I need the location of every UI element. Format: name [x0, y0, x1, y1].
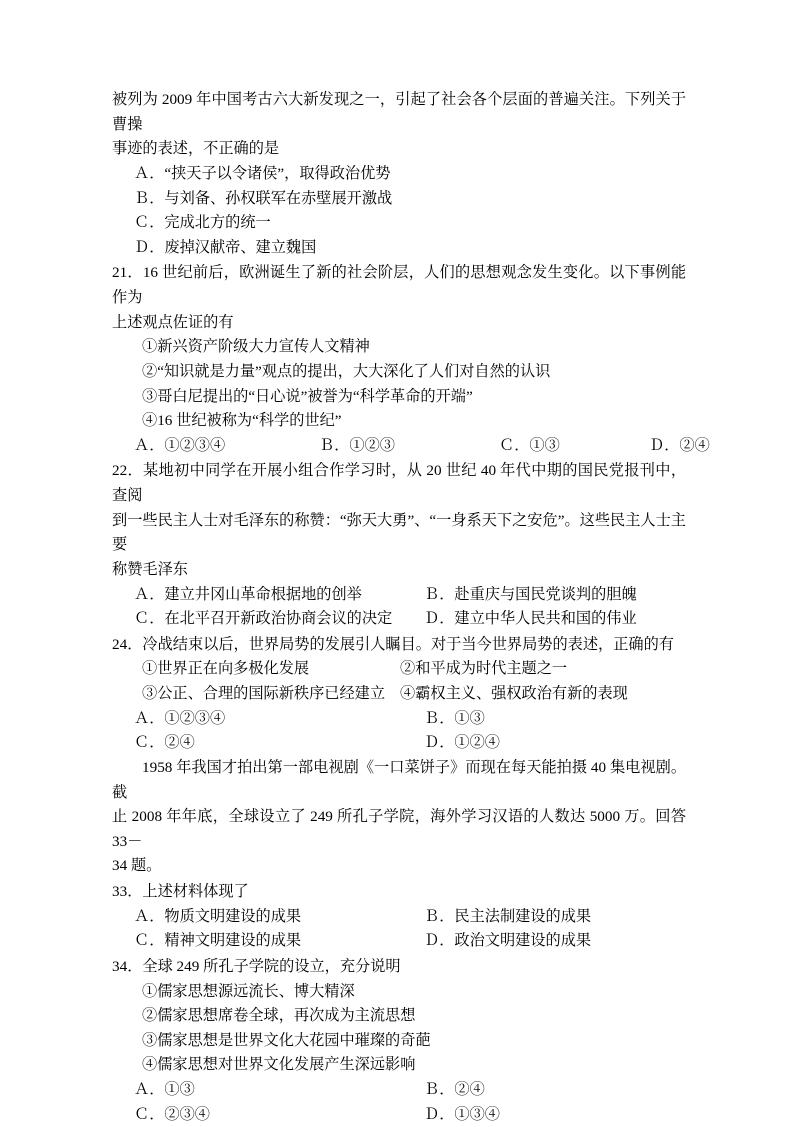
question-33-stem: [112, 880, 686, 905]
option-row: [112, 905, 686, 930]
question-24-choices: [112, 707, 686, 756]
document-body: [112, 88, 710, 1127]
option-item[interactable]: Ｃ．完成北方的统一: [134, 214, 271, 232]
question-34-statements: [112, 980, 686, 1079]
text-line: 被列为 2009 年中国考古六大新发现之一，引起了社会各个层面的普遍关注。下列关于曹操: [112, 91, 686, 133]
statement-item: ③哥白尼提出的“日心说”被誉为“科学革命的开端”: [142, 387, 473, 405]
statement-item: ④儒家思想对世界文化发展产生深远影响: [142, 1056, 416, 1074]
text-line: 34 题。: [112, 857, 162, 875]
question-24-statements: [112, 657, 686, 706]
option-row: [112, 607, 686, 632]
option-item[interactable]: Ｂ．②④: [424, 1081, 485, 1098]
option-row: [112, 929, 686, 954]
option-item[interactable]: Ｃ．精神文明建设的成果: [134, 932, 302, 950]
question-21-choices: [112, 434, 710, 459]
option-item[interactable]: Ｄ．①②④: [424, 734, 500, 752]
question-22-choices: [112, 583, 686, 632]
option-row: [112, 1103, 686, 1127]
text-line: 21．16 世纪前后，欧洲诞生了新的社会阶层，人们的思想观念发生变化。以下事例能作为: [112, 264, 686, 306]
text-line: 上述观点佐证的有: [112, 313, 234, 331]
option-row: [112, 1078, 686, 1103]
statement-item: ②儒家思想席卷全球，再次成为主流思想: [142, 1007, 416, 1025]
option-item[interactable]: Ｂ．民主法制建设的成果: [424, 907, 592, 925]
option-item[interactable]: Ｄ．政治文明建设的成果: [424, 932, 592, 950]
option-item[interactable]: Ｃ．②③④: [134, 1105, 210, 1123]
option-item[interactable]: Ｃ．①③: [499, 436, 560, 454]
text-line: 34．全球 249 所孔子学院的设立，充分说明: [112, 957, 401, 975]
option-item[interactable]: Ａ．①③: [134, 1081, 195, 1098]
statement-item: ④16 世纪被称为“科学的世纪”: [142, 412, 342, 430]
option-item[interactable]: Ｂ．与刘备、孙权联军在赤壁展开激战: [134, 189, 393, 207]
question-21-statements: [112, 335, 686, 434]
statement-item: ②“知识就是力量”观点的提出，大大深化了人们对自然的认识: [142, 362, 551, 380]
text-line: 事迹的表述，不正确的是: [112, 140, 280, 158]
question-33-choices: [112, 905, 686, 954]
text-line: 1958 年我国才拍出第一部电视剧《一口菜饼子》而现在每天能拍摄 40 集电视剧。截: [112, 758, 686, 801]
option-item[interactable]: Ｂ．①②③: [319, 436, 395, 454]
option-item[interactable]: Ａ．①②③④: [134, 436, 226, 454]
option-item[interactable]: Ｄ．①③④: [424, 1105, 500, 1123]
text-line: 22．某地初中同学在开展小组合作学习时，从 20 世纪 40 年代中期的国民党报刊中，查阅: [112, 462, 686, 504]
option-item[interactable]: Ｄ．建立中华人民共和国的伟业: [424, 610, 637, 628]
question-21-stem: [112, 261, 686, 335]
statement-item: ①儒家思想源远流长、博大精深: [142, 982, 355, 1000]
text-line: 33．上述材料体现了: [112, 883, 249, 900]
option-item[interactable]: Ｄ．废掉汉献帝、建立魏国: [134, 238, 317, 256]
text-line: 24．冷战结束以后，世界局势的发展引人瞩目。对于当今世界局势的表述，正确的有: [112, 635, 674, 653]
question-20-options: [112, 162, 686, 261]
option-item[interactable]: Ｂ．赴重庆与国民党谈判的胆魄: [424, 585, 637, 603]
option-row: [112, 707, 686, 732]
option-item[interactable]: Ｃ．②④: [134, 734, 195, 752]
option-item[interactable]: Ｄ．②④: [649, 436, 710, 454]
reading-material: [112, 756, 686, 879]
question-34-stem: [112, 955, 686, 980]
option-item[interactable]: Ｂ．①③: [424, 709, 485, 727]
statement-row: [112, 682, 686, 707]
statement-item: ③儒家思想是世界文化大花园中璀璨的奇葩: [142, 1031, 431, 1049]
statement-item: ①世界正在向多极化发展: [142, 660, 310, 678]
statement-item: ②和平成为时代主题之一: [400, 660, 568, 678]
question-20-stem-continuation: [112, 88, 686, 162]
question-34-choices: [112, 1078, 686, 1127]
text-line: 到一些民主人士对毛泽东的称赞：“弥天大勇”、“一身系天下之安危”。这些民主人士主要: [112, 511, 686, 554]
option-item[interactable]: Ａ．“挟天子以令诸侯”，取得政治优势: [134, 164, 391, 182]
option-row: [112, 731, 686, 756]
statement-item: ①新兴资产阶级大力宣传人文精神: [142, 338, 370, 356]
question-22-stem: [112, 459, 686, 582]
option-item[interactable]: Ａ．建立井冈山革命根据地的创举: [134, 585, 362, 603]
statement-item: ④霸权主义、强权政治有新的表现: [400, 685, 628, 702]
option-item[interactable]: Ｃ．在北平召开新政治协商会议的决定: [134, 610, 393, 628]
option-item[interactable]: Ａ．物质文明建设的成果: [134, 907, 302, 925]
text-line: 称赞毛泽东: [112, 560, 188, 578]
option-row: [112, 583, 686, 608]
option-item[interactable]: Ａ．①②③④: [134, 709, 226, 727]
statement-item: ③公正、合理的国际新秩序已经建立: [142, 685, 385, 702]
statement-row: [112, 657, 686, 682]
text-line: 止 2008 年年底，全球设立了 249 所孔子学院，海外学习汉语的人数达 5000 万。回答 33－: [112, 808, 686, 850]
question-24-stem: [112, 633, 686, 658]
